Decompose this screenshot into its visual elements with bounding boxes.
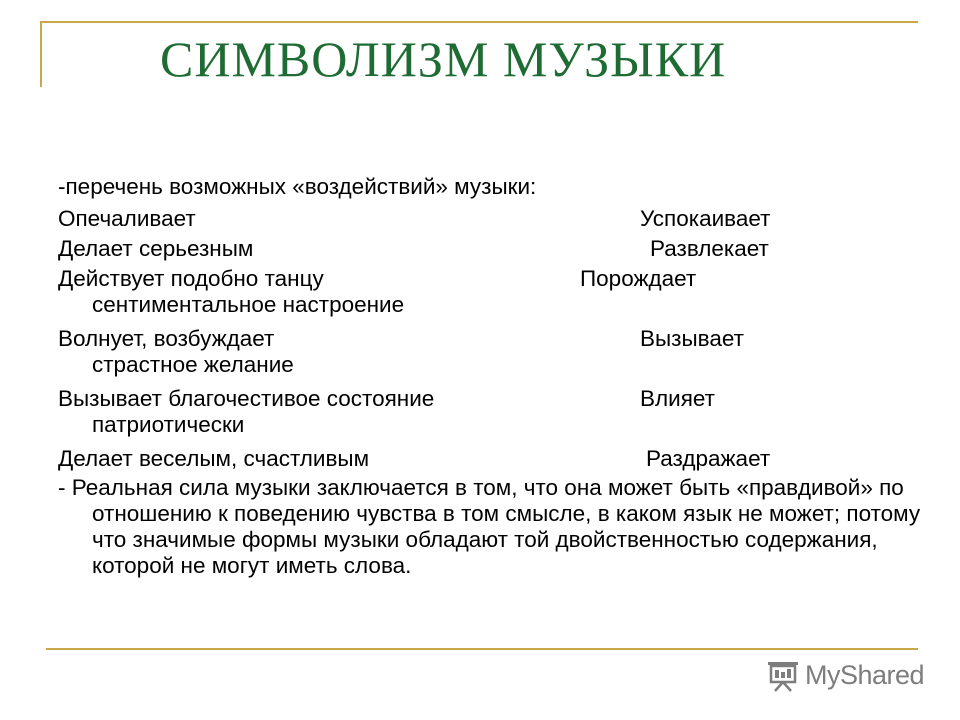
effect-left: Опечаливает [58,206,196,231]
effect-continuation: страстное желание [92,352,294,377]
effect-pair-6 [58,444,918,474]
slide-content [58,172,921,579]
slide-title: СИМВОЛИЗМ МУЗЫКИ [160,31,727,87]
effect-continuation: патриотически [92,412,245,437]
effect-pair-2 [58,234,918,264]
effect-right: Успокаивает [640,206,771,231]
effect-right: Развлекает [650,236,769,261]
conclusion-paragraph: - Реальная сила музыки заключается в том, что она может быть «правдивой» по отношению к поведению чувства в том смысле, в каком язык не может; потому что значимые формы музыки обладают той двойственностью содержания, которой не могут иметь слова. [58,475,921,578]
effect-right: Порождает [580,266,697,291]
effect-left: Действует подобно танцу [58,266,324,291]
frame-bottom-line [46,648,918,650]
effect-left: Волнует, возбуждает [58,326,275,351]
presentation-board-icon [765,658,801,692]
effect-left: Делает серьезным [58,236,254,261]
frame-left-line [40,21,42,87]
effect-right: Влияет [640,386,715,411]
effect-right: Раздражает [646,446,771,471]
effect-pair-5 [58,384,918,444]
effect-left: Вызывает благочестивое состояние [58,386,435,411]
effect-continuation: сентиментальное настроение [92,292,405,317]
effect-pair-4 [58,324,918,384]
watermark-text: MyShared [805,659,925,690]
effect-pair-3 [58,264,918,324]
effect-left: Делает веселым, счастливым [58,446,370,471]
effect-right: Вызывает [640,326,744,351]
frame-top-line [40,21,918,23]
watermark-logo [765,655,924,695]
effect-pair-1 [58,204,918,234]
intro-line: -перечень возможных «воздействий» музыки: [58,174,537,199]
